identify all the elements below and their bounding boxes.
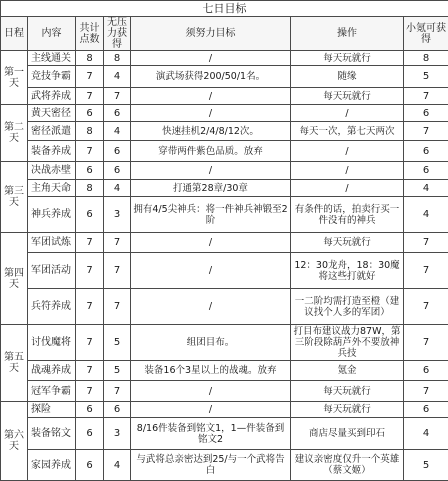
operation-cell: / bbox=[291, 180, 404, 197]
effort-goal-cell: / bbox=[131, 289, 291, 325]
total-points-cell: 6 bbox=[76, 402, 104, 418]
operation-cell: 每天一次，第七天两次 bbox=[291, 122, 404, 141]
table-row bbox=[1, 381, 448, 402]
table-row bbox=[1, 253, 448, 289]
total-points-cell: 8 bbox=[76, 180, 104, 197]
total-points-cell: 7 bbox=[76, 361, 104, 381]
operation-cell: 每天玩就行 bbox=[291, 51, 404, 66]
small-spend-cell: 7 bbox=[404, 325, 448, 361]
total-points-cell: 6 bbox=[76, 162, 104, 180]
operation-cell: 每天玩就行 bbox=[291, 233, 404, 253]
table-row bbox=[1, 450, 448, 481]
table-row bbox=[1, 162, 448, 180]
table-row bbox=[1, 361, 448, 381]
task-cell: 讨伐魔将 bbox=[28, 325, 76, 361]
day-label: 第三天 bbox=[1, 162, 28, 233]
day-label: 第一天 bbox=[1, 51, 28, 105]
total-points-cell: 6 bbox=[76, 197, 104, 233]
total-points-cell: 7 bbox=[76, 381, 104, 402]
small-spend-cell: 7 bbox=[404, 233, 448, 253]
table-row bbox=[1, 88, 448, 105]
effort-goal-cell: 装备16个3星以上的战魂。放弃 bbox=[131, 361, 291, 381]
operation-cell: 打目布建议战力87W，第三阶段除葫芦外不要放神兵技 bbox=[291, 325, 404, 361]
total-points-cell: 6 bbox=[76, 418, 104, 450]
table-row bbox=[1, 402, 448, 418]
effort-goal-cell: / bbox=[131, 105, 291, 122]
small-spend-cell: 6 bbox=[404, 402, 448, 418]
operation-cell: 随缘 bbox=[291, 66, 404, 88]
task-cell: 军团活动 bbox=[28, 253, 76, 289]
table-row bbox=[1, 418, 448, 450]
easy-gain-cell: 5 bbox=[104, 325, 131, 361]
easy-gain-cell: 7 bbox=[104, 88, 131, 105]
task-cell: 家园养成 bbox=[28, 450, 76, 481]
easy-gain-cell: 4 bbox=[104, 180, 131, 197]
task-cell: 竞技争霸 bbox=[28, 66, 76, 88]
effort-goal-cell: / bbox=[131, 233, 291, 253]
task-cell: 探险 bbox=[28, 402, 76, 418]
easy-gain-cell: 7 bbox=[104, 289, 131, 325]
header-operation: 操作 bbox=[291, 17, 404, 51]
table-row bbox=[1, 197, 448, 233]
day-label: 第二天 bbox=[1, 105, 28, 162]
easy-gain-cell: 7 bbox=[104, 381, 131, 402]
operation-cell: 有条件的话，拍卖行买一件没有的神兵 bbox=[291, 197, 404, 233]
effort-goal-cell: / bbox=[131, 402, 291, 418]
small-spend-cell: 6 bbox=[404, 361, 448, 381]
operation-cell: 商店尽量买到印石 bbox=[291, 418, 404, 450]
total-points-cell: 8 bbox=[76, 122, 104, 141]
small-spend-cell: 4 bbox=[404, 197, 448, 233]
effort-goal-cell: / bbox=[131, 88, 291, 105]
effort-goal-cell: 8/16件装备到铭文1，1—件装备到铭文2 bbox=[131, 418, 291, 450]
effort-goal-cell: 拥有4/5尖神兵：将一件神兵神锻至2阶 bbox=[131, 197, 291, 233]
task-cell: 冠军争霸 bbox=[28, 381, 76, 402]
easy-gain-cell: 6 bbox=[104, 162, 131, 180]
task-cell: 神兵养成 bbox=[28, 197, 76, 233]
effort-goal-cell: / bbox=[131, 253, 291, 289]
easy-gain-cell: 7 bbox=[104, 253, 131, 289]
effort-goal-cell: 打通第28章/30章 bbox=[131, 180, 291, 197]
total-points-cell: 7 bbox=[76, 233, 104, 253]
header-small-spend: 小氪可获得 bbox=[404, 17, 448, 51]
table-row bbox=[1, 122, 448, 141]
effort-goal-cell: 演武场获得200/50/1名。 bbox=[131, 66, 291, 88]
total-points-cell: 7 bbox=[76, 325, 104, 361]
easy-gain-cell: 6 bbox=[104, 105, 131, 122]
easy-gain-cell: 4 bbox=[104, 66, 131, 88]
effort-goal-cell: / bbox=[131, 162, 291, 180]
task-cell: 装备铭文 bbox=[28, 418, 76, 450]
table-row bbox=[1, 105, 448, 122]
table-row bbox=[1, 180, 448, 197]
operation-cell: 每天玩就行 bbox=[291, 381, 404, 402]
small-spend-cell: 4 bbox=[404, 418, 448, 450]
header-effort-goal: 须努力目标 bbox=[131, 17, 291, 51]
table-row bbox=[1, 51, 448, 66]
effort-goal-cell: 穿带两件紫色品质。放弃 bbox=[131, 141, 291, 162]
small-spend-cell: 7 bbox=[404, 289, 448, 325]
operation-cell: / bbox=[291, 162, 404, 180]
header-total-points: 共计点数 bbox=[76, 17, 104, 51]
small-spend-cell: 5 bbox=[404, 450, 448, 481]
task-cell: 兵符养成 bbox=[28, 289, 76, 325]
easy-gain-cell: 3 bbox=[104, 418, 131, 450]
easy-gain-cell: 5 bbox=[104, 361, 131, 381]
small-spend-cell: 4 bbox=[404, 180, 448, 197]
total-points-cell: 7 bbox=[76, 88, 104, 105]
task-cell: 黄天密径 bbox=[28, 105, 76, 122]
small-spend-cell: 7 bbox=[404, 253, 448, 289]
task-cell: 主线通关 bbox=[28, 51, 76, 66]
task-cell: 密径派遣 bbox=[28, 122, 76, 141]
total-points-cell: 7 bbox=[76, 141, 104, 162]
easy-gain-cell: 8 bbox=[104, 51, 131, 66]
task-cell: 武将养成 bbox=[28, 88, 76, 105]
total-points-cell: 7 bbox=[76, 253, 104, 289]
day-label: 第四天 bbox=[1, 233, 28, 325]
day-label: 第六天 bbox=[1, 402, 28, 481]
easy-gain-cell: 4 bbox=[104, 122, 131, 141]
task-cell: 军团试炼 bbox=[28, 233, 76, 253]
effort-goal-cell: 快速挂机2/4/8/12次。 bbox=[131, 122, 291, 141]
total-points-cell: 8 bbox=[76, 51, 104, 66]
header-content: 内容 bbox=[28, 17, 76, 51]
table-row bbox=[1, 233, 448, 253]
operation-cell: 12：30龙舟，18：30魔将这些打就好 bbox=[291, 253, 404, 289]
small-spend-cell: 6 bbox=[404, 141, 448, 162]
easy-gain-cell: 4 bbox=[104, 450, 131, 481]
effort-goal-cell: 组团目布。 bbox=[131, 325, 291, 361]
effort-goal-cell: / bbox=[131, 51, 291, 66]
total-points-cell: 7 bbox=[76, 66, 104, 88]
operation-cell: / bbox=[291, 141, 404, 162]
table-row bbox=[1, 289, 448, 325]
operation-cell: 氪金 bbox=[291, 361, 404, 381]
table-row bbox=[1, 66, 448, 88]
header-day: 日程 bbox=[1, 17, 28, 51]
operation-cell: 每天玩就行 bbox=[291, 402, 404, 418]
small-spend-cell: 5 bbox=[404, 66, 448, 88]
task-cell: 战魂养成 bbox=[28, 361, 76, 381]
table-title: 七日目标 bbox=[1, 1, 448, 17]
easy-gain-cell: 7 bbox=[104, 233, 131, 253]
easy-gain-cell: 6 bbox=[104, 402, 131, 418]
day-label: 第五天 bbox=[1, 325, 28, 402]
task-cell: 装备养成 bbox=[28, 141, 76, 162]
total-points-cell: 6 bbox=[76, 450, 104, 481]
operation-cell: 建议亲密度仅升一个英雄（蔡文姬） bbox=[291, 450, 404, 481]
task-cell: 决战赤壁 bbox=[28, 162, 76, 180]
operation-cell: 一二阶均需打造至橙（建议找个人多的军团） bbox=[291, 289, 404, 325]
total-points-cell: 6 bbox=[76, 105, 104, 122]
small-spend-cell: 7 bbox=[404, 122, 448, 141]
table-row bbox=[1, 325, 448, 361]
small-spend-cell: 6 bbox=[404, 162, 448, 180]
task-cell: 主角天命 bbox=[28, 180, 76, 197]
total-points-cell: 7 bbox=[76, 289, 104, 325]
header-easy-gain: 无压力获得 bbox=[104, 17, 131, 51]
effort-goal-cell: 与武将总亲密达到25/与一个武将告白 bbox=[131, 450, 291, 481]
operation-cell: 每天玩就行 bbox=[291, 88, 404, 105]
small-spend-cell: 7 bbox=[404, 88, 448, 105]
small-spend-cell: 6 bbox=[404, 105, 448, 122]
table-row bbox=[1, 141, 448, 162]
operation-cell: / bbox=[291, 105, 404, 122]
easy-gain-cell: 6 bbox=[104, 141, 131, 162]
small-spend-cell: 7 bbox=[404, 381, 448, 402]
easy-gain-cell: 3 bbox=[104, 197, 131, 233]
effort-goal-cell: / bbox=[131, 381, 291, 402]
small-spend-cell: 8 bbox=[404, 51, 448, 66]
